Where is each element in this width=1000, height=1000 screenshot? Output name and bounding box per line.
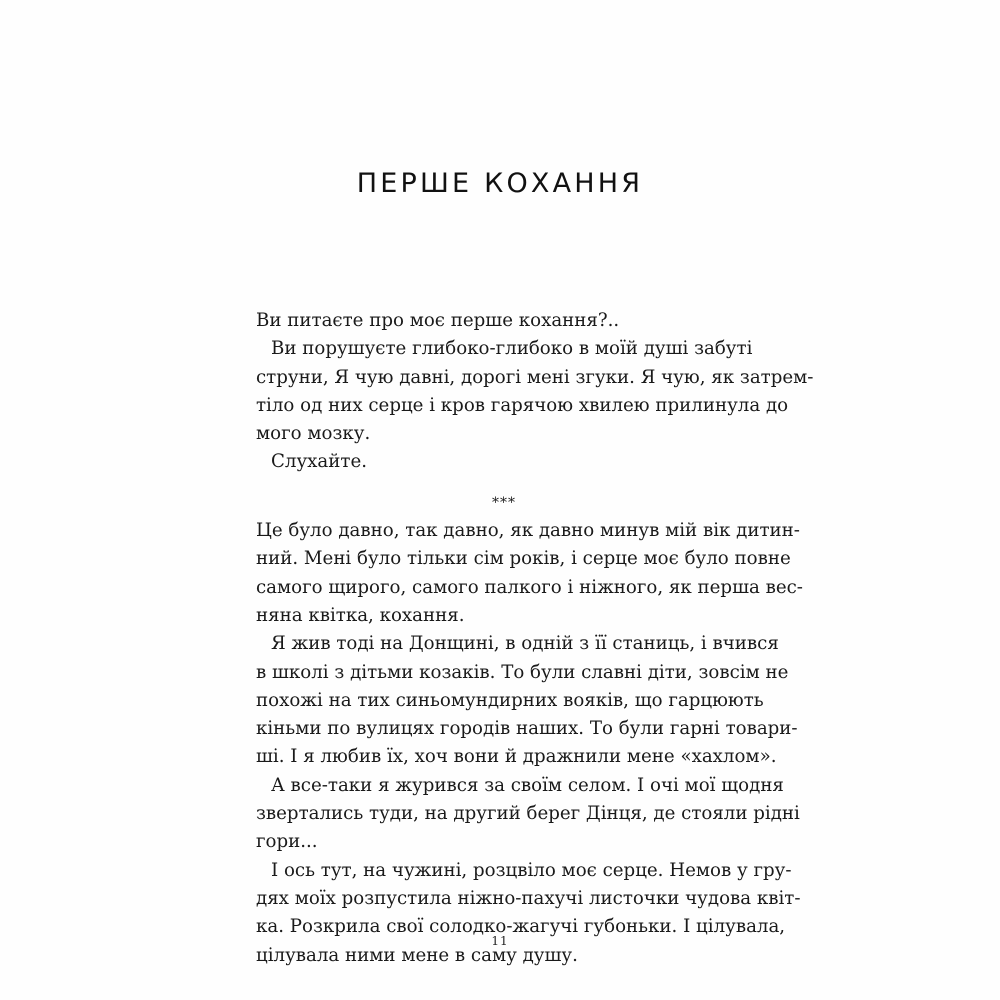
text-line: Ви порушуєте глибоко-глибоко в моїй душі забуті <box>271 338 753 360</box>
intro-paragraphs <box>256 307 814 477</box>
text-line: Ви питаєте про моє перше кохання?.. <box>256 310 620 331</box>
text-line: І ось тут, на чужині, розцвіло моє серце. Немов у гру- <box>271 859 792 881</box>
chapter-title: ПЕРШЕ КОХАННЯ <box>356 168 644 199</box>
text-line: гори... <box>256 831 318 853</box>
text-line: Я жив тоді на Донщині, в одній з її станиць, і вчився <box>271 633 779 655</box>
text-line: звертались туди, на другий берег Дінця, де стояли рідні <box>256 803 800 825</box>
text-line: дях моїх розпустила ніжно-пахучі листочки чудова квіт- <box>256 887 801 909</box>
text-line: цілувала ними мене в саму душу. <box>256 944 578 966</box>
text-line: самого щирого, самого палкого і ніжного, як перша вес- <box>256 576 803 598</box>
text-line: ка. Розкрила свої солодко-жагучі губоньки. І цілувала, <box>256 916 786 938</box>
text-line: в школі з дітьми козаків. То були славні діти, зовсім не <box>256 661 789 683</box>
text-line: Це було давно, так давно, як давно минув мій вік дитин- <box>256 520 800 542</box>
text-line: струни, Я чую давні, дорогі мені згуки. Я чую, як затрем- <box>256 366 814 388</box>
text-line: А все-таки я журився за своїм селом. І очі мої щодня <box>271 774 784 796</box>
text-line: кіньми по вулицях городів наших. То були гарні товари- <box>256 718 798 740</box>
text-line: тіло од них серце і кров гарячою хвилею прилинула до <box>256 394 789 416</box>
story-paragraphs <box>256 517 803 970</box>
text-line: мого мозку. <box>256 423 371 445</box>
page-body <box>256 307 814 970</box>
text-line: похожі на тих синьомундирних вояків, що гарцюють <box>256 689 764 711</box>
text-line: Слухайте. <box>271 451 367 473</box>
text-line: няна квітка, кохання. <box>256 604 465 626</box>
text-line: ний. Мені було тільки сім років, і серце моє було повне <box>256 548 791 570</box>
page-number: 11 <box>491 934 509 948</box>
text-line: ші. І я любив їх, хоч вони й дражнили мене «хахлом». <box>256 746 777 768</box>
section-break: *** <box>492 494 516 511</box>
